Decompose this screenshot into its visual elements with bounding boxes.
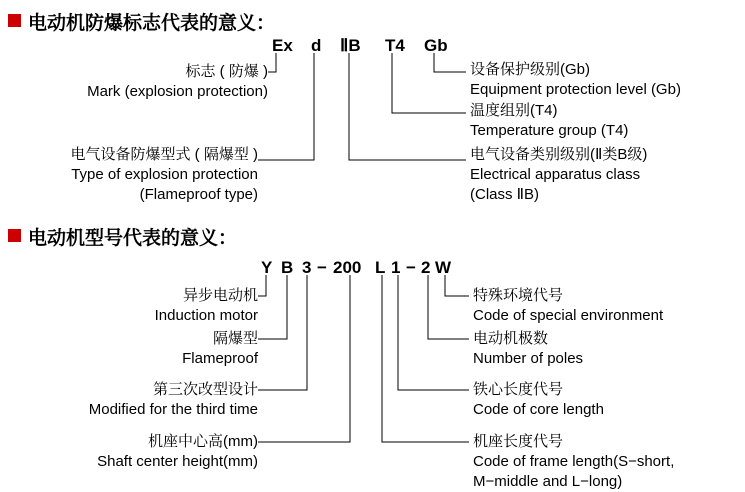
label-number-of-poles xyxy=(473,329,583,369)
label-mark-en: Mark (explosion protection) xyxy=(87,83,268,100)
code-char-b: B xyxy=(281,258,294,277)
label-env-cn: 特殊环境代号 xyxy=(473,287,564,304)
code-char-200: 200 xyxy=(333,258,362,277)
label-apparatus-class xyxy=(470,145,647,205)
label-induction-motor xyxy=(8,286,258,326)
code-char-l: L xyxy=(375,258,386,277)
label-modified-en: Modified for the third time xyxy=(88,401,258,418)
label-type-en: Type of explosion protection xyxy=(71,166,258,183)
label-temp-cn: 温度组别(T4) xyxy=(470,102,558,119)
label-epl-cn: 设备保护级别(Gb) xyxy=(470,61,591,78)
label-modified-third-time xyxy=(4,380,258,420)
label-equipment-protection-level xyxy=(470,60,681,100)
section-title-2: 电动机型号代表的意义： xyxy=(28,228,238,249)
label-induction-cn: 异步电动机 xyxy=(182,287,258,304)
code-char-gb: Gb xyxy=(424,36,448,55)
label-flameproof-en: Flameproof xyxy=(182,350,258,367)
label-induction-en: Induction motor xyxy=(154,307,258,324)
label-modified-cn: 第三次改型设计 xyxy=(152,381,258,398)
label-frame-en2: M−middle and L−long) xyxy=(473,473,623,490)
label-frame-cn: 机座长度代号 xyxy=(473,433,564,450)
code-char-2: 2 xyxy=(421,258,431,277)
section-marker-square-2 xyxy=(8,229,21,242)
code-char-t4: T4 xyxy=(385,36,405,55)
label-mark-cn: 标志 ( 防爆 ) xyxy=(185,63,268,80)
section-marker-square-1 xyxy=(8,14,21,27)
code-char-3: 3 xyxy=(302,258,312,277)
code-char-ex: Ex xyxy=(272,36,293,55)
label-flameproof-cn: 隔爆型 xyxy=(212,330,258,347)
label-type-cn: 电气设备防爆型式 ( 隔爆型 ) xyxy=(70,146,258,163)
label-class-en: Electrical apparatus class xyxy=(470,166,641,183)
label-core-length xyxy=(473,380,604,420)
label-class-cn: 电气设备类别级别(Ⅱ类B级) xyxy=(470,146,648,163)
label-frame-length xyxy=(473,432,674,492)
label-poles-cn: 电动机极数 xyxy=(473,330,549,347)
code-char-1: 1 xyxy=(391,258,401,277)
label-core-cn: 铁心长度代号 xyxy=(473,381,564,398)
label-class-en2: (Class ⅡB) xyxy=(470,186,540,203)
label-temperature-group xyxy=(470,101,628,141)
label-poles-en: Number of poles xyxy=(473,350,584,367)
label-temp-en: Temperature group (T4) xyxy=(470,122,629,139)
code-char-dash-2: − xyxy=(406,258,416,277)
label-frame-en: Code of frame length(S−short, xyxy=(473,453,675,470)
label-env-en: Code of special environment xyxy=(473,307,664,324)
label-shaft-cn: 机座中心高(mm) xyxy=(148,433,258,450)
label-shaft-center-height xyxy=(4,432,258,472)
code-char-y: Y xyxy=(261,258,273,277)
label-shaft-en: Shaft center height(mm) xyxy=(97,453,258,470)
label-special-environment xyxy=(473,286,663,326)
code-char-iib: ⅡB xyxy=(340,36,361,55)
label-core-en: Code of core length xyxy=(473,401,604,418)
label-type-of-explosion-protection xyxy=(10,145,258,205)
code-char-dash-1: − xyxy=(317,258,327,277)
label-mark xyxy=(10,62,268,102)
label-type-en2: (Flameproof type) xyxy=(139,186,258,203)
section-title-1: 电动机防爆标志代表的意义： xyxy=(28,13,276,34)
code-char-d: d xyxy=(311,36,322,55)
label-flameproof xyxy=(8,329,258,369)
label-epl-en: Equipment protection level (Gb) xyxy=(470,81,681,98)
code-char-w: W xyxy=(435,258,452,277)
